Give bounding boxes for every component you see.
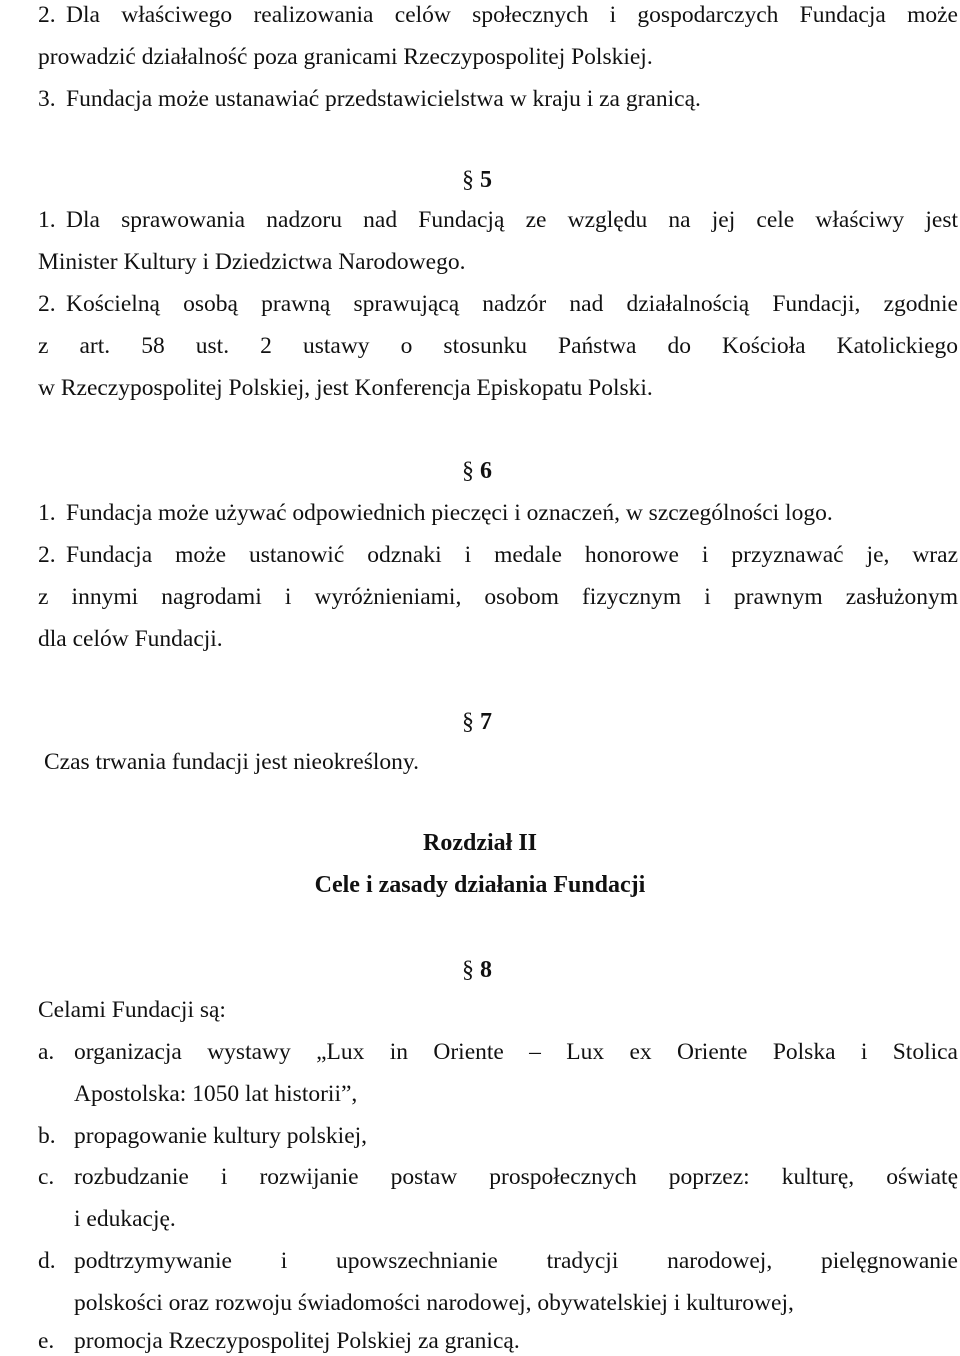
par6-item2-line1: 2. Fundacja może ustanowić odznaki i medale honorowe i przyznawać je, wraz: [38, 542, 958, 568]
section-heading-6: § 6: [462, 458, 492, 484]
list-number: 1.: [38, 207, 56, 233]
par5-item1-line1: 1. Dla sprawowania nadzoru nad Fundacją ze względu na jej cele właściwy jest: [38, 207, 958, 233]
par7-text: Czas trwania fundacji jest nieokreślony.: [44, 749, 420, 775]
par5-item2-line3: w Rzeczypospolitej Polskiej, jest Konferencja Episkopatu Polski.: [38, 375, 653, 401]
par4-item3-line1: 3. Fundacja może ustanawiać przedstawicielstwa w kraju i za granicą.: [38, 86, 701, 112]
goal-a-line1: organizacja wystawy „Lux in Oriente – Lux ex Oriente Polska i Stolica: [74, 1039, 958, 1065]
par5-item1-line2: Minister Kultury i Dziedzictwa Narodowego.: [38, 249, 466, 275]
list-number: 2.: [38, 542, 56, 568]
goal-e-line1: promocja Rzeczypospolitej Polskiej za granicą.: [74, 1328, 520, 1354]
par4-item2-line1: 2. Dla właściwego realizowania celów społecznych i gospodarczych Fundacja może: [38, 2, 958, 28]
section-mark: §: [462, 957, 474, 983]
par6-item2-line3: dla celów Fundacji.: [38, 626, 223, 652]
chapter-subtitle: Cele i zasady działania Fundacji: [314, 872, 646, 898]
goal-c-line1: rozbudzanie i rozwijanie postaw prospołecznych poprzez: kulturę, oświatę: [74, 1164, 958, 1190]
section-heading-5: § 5: [462, 167, 492, 193]
section-heading-8: § 8: [462, 957, 492, 983]
goal-a-num: a.: [38, 1039, 55, 1065]
par6-item1-line1: 1. Fundacja może używać odpowiednich pieczęci i oznaczeń, w szczególności logo.: [38, 500, 833, 526]
goal-c-num: c.: [38, 1164, 55, 1190]
list-number: 2.: [38, 291, 56, 317]
par5-item2-line1: 2. Kościelną osobą prawną sprawującą nadzór nad działalnością Fundacji, zgodnie: [38, 291, 958, 317]
goal-e-num: e.: [38, 1328, 55, 1354]
goal-a-line2: Apostolska: 1050 lat historii”,: [74, 1081, 358, 1107]
goal-d-line1: podtrzymywanie i upowszechnianie tradycji narodowej, pielęgnowanie: [74, 1248, 958, 1274]
par8-intro: Celami Fundacji są:: [38, 997, 226, 1023]
section-mark: §: [462, 709, 474, 735]
list-number: 2.: [38, 2, 56, 28]
goal-c-line2: i edukację.: [74, 1206, 176, 1232]
goal-d-num: d.: [38, 1248, 56, 1274]
list-number: 3.: [38, 86, 56, 112]
par6-item2-line2: z innymi nagrodami i wyróżnieniami, osobom fizycznym i prawnym zasłużonym: [38, 584, 958, 610]
section-heading-7: § 7: [462, 709, 492, 735]
goal-b-line1: propagowanie kultury polskiej,: [74, 1123, 368, 1149]
list-number: 1.: [38, 500, 56, 526]
section-mark: §: [462, 458, 474, 484]
par4-item2-line2: prowadzić działalność poza granicami Rzeczypospolitej Polskiej.: [38, 44, 653, 70]
par5-item2-line2: z art. 58 ust. 2 ustawy o stosunku Państwa do Kościoła Katolickiego: [38, 333, 958, 359]
chapter-title: Rozdział II: [423, 830, 537, 856]
goal-b-num: b.: [38, 1123, 56, 1149]
section-mark: §: [462, 167, 474, 193]
goal-d-line2: polskości oraz rozwoju świadomości narodowej, obywatelskiej i kulturowej,: [74, 1290, 794, 1316]
